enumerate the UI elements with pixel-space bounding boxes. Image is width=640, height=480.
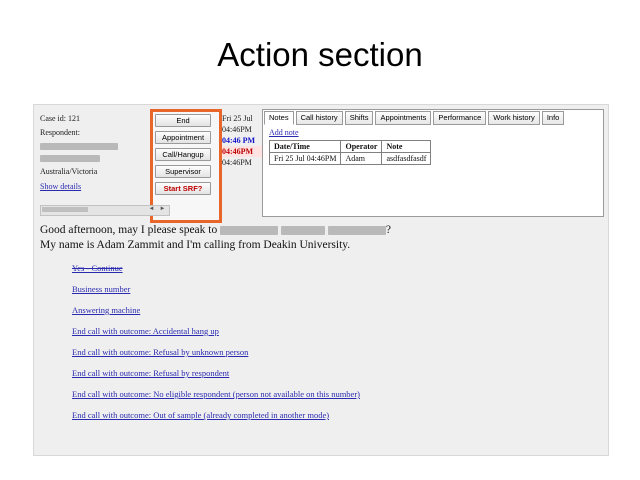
redacted-respondent-name xyxy=(40,143,118,150)
table-header-row xyxy=(270,141,431,153)
link-answering-machine[interactable]: Answering machine xyxy=(72,305,141,315)
supervisor-button[interactable]: Supervisor xyxy=(155,165,211,178)
tab-notes[interactable]: Notes xyxy=(264,111,294,125)
appointment-time-highlight: 04:46 PM xyxy=(222,136,256,145)
link-refusal-by-respondent[interactable]: End call with outcome: Refusal by respondent xyxy=(72,368,230,378)
start-srf-button[interactable]: Start SRF? xyxy=(155,182,211,195)
call-hangup-button[interactable]: Call/Hangup xyxy=(155,148,211,161)
tab-shifts[interactable]: Shifts xyxy=(345,111,374,125)
case-locale: Australia/Victoria xyxy=(40,167,98,176)
scroll-left-arrow-icon[interactable]: ◄ xyxy=(148,206,155,212)
action-button-column xyxy=(155,114,211,199)
scroll-right-arrow-icon[interactable]: ► xyxy=(159,206,166,212)
application-screenshot xyxy=(33,104,609,456)
call-time: 04:46PM xyxy=(222,125,252,134)
column-header-operator: Operator xyxy=(341,141,382,153)
cell-datetime: Fri 25 Jul 04:46PM xyxy=(270,153,341,165)
link-out-of-sample[interactable]: End call with outcome: Out of sample (already completed in another mode) xyxy=(72,410,330,420)
scrollbar-thumb[interactable] xyxy=(42,207,88,212)
link-business-number[interactable]: Business number xyxy=(72,284,131,294)
link-no-eligible-respondent[interactable]: End call with outcome: No eligible respondent (person not available on this number) xyxy=(72,389,360,399)
appointment-button[interactable]: Appointment xyxy=(155,131,211,144)
tab-performance[interactable]: Performance xyxy=(433,111,486,125)
end-button[interactable]: End xyxy=(155,114,211,127)
tab-call-history[interactable]: Call history xyxy=(296,111,343,125)
table-row xyxy=(270,153,431,165)
notes-table xyxy=(269,140,431,165)
column-header-datetime: Date/Time xyxy=(270,141,341,153)
add-note-link[interactable]: Add note xyxy=(269,128,299,137)
script-line-1 xyxy=(40,223,600,238)
link-accidental-hangup[interactable]: End call with outcome: Accidental hang up xyxy=(72,326,219,336)
call-date: Fri 25 Jul xyxy=(222,114,253,123)
redacted-name-part-2 xyxy=(281,226,325,235)
tab-info[interactable]: Info xyxy=(542,111,565,125)
cell-operator: Adam xyxy=(341,153,382,165)
link-yes-continue[interactable]: Yes - Continue xyxy=(72,263,123,273)
link-refusal-unknown-person[interactable]: End call with outcome: Refusal by unknown person xyxy=(72,347,249,357)
outcome-links-list xyxy=(72,263,592,431)
script-line-2: My name is Adam Zammit and I'm calling from Deakin University. xyxy=(40,239,351,251)
case-id-label: Case id: 121 xyxy=(40,114,80,123)
redacted-respondent-phone xyxy=(40,155,100,162)
tab-appointments[interactable]: Appointments xyxy=(375,111,431,125)
redacted-name-part-3 xyxy=(328,226,386,235)
tab-strip xyxy=(263,110,603,124)
supervisor-time-highlight: 04:46PM xyxy=(222,146,274,157)
column-header-note: Note xyxy=(382,141,431,153)
respondent-label: Respondent: xyxy=(40,128,80,137)
cell-note: asdfasdfasdf xyxy=(382,153,431,165)
srf-time: 04:46PM xyxy=(222,158,252,167)
script-line-1-suffix: ? xyxy=(385,224,391,236)
horizontal-scrollbar[interactable] xyxy=(40,205,170,216)
show-details-link[interactable]: Show details xyxy=(40,182,82,191)
notes-panel xyxy=(262,109,604,217)
script-line-1-prefix: Good afternoon, may I please speak to xyxy=(40,224,218,236)
tab-work-history[interactable]: Work history xyxy=(488,111,540,125)
page-title: Action section xyxy=(217,36,423,73)
call-script xyxy=(40,223,600,253)
redacted-name-part-1 xyxy=(220,226,278,235)
